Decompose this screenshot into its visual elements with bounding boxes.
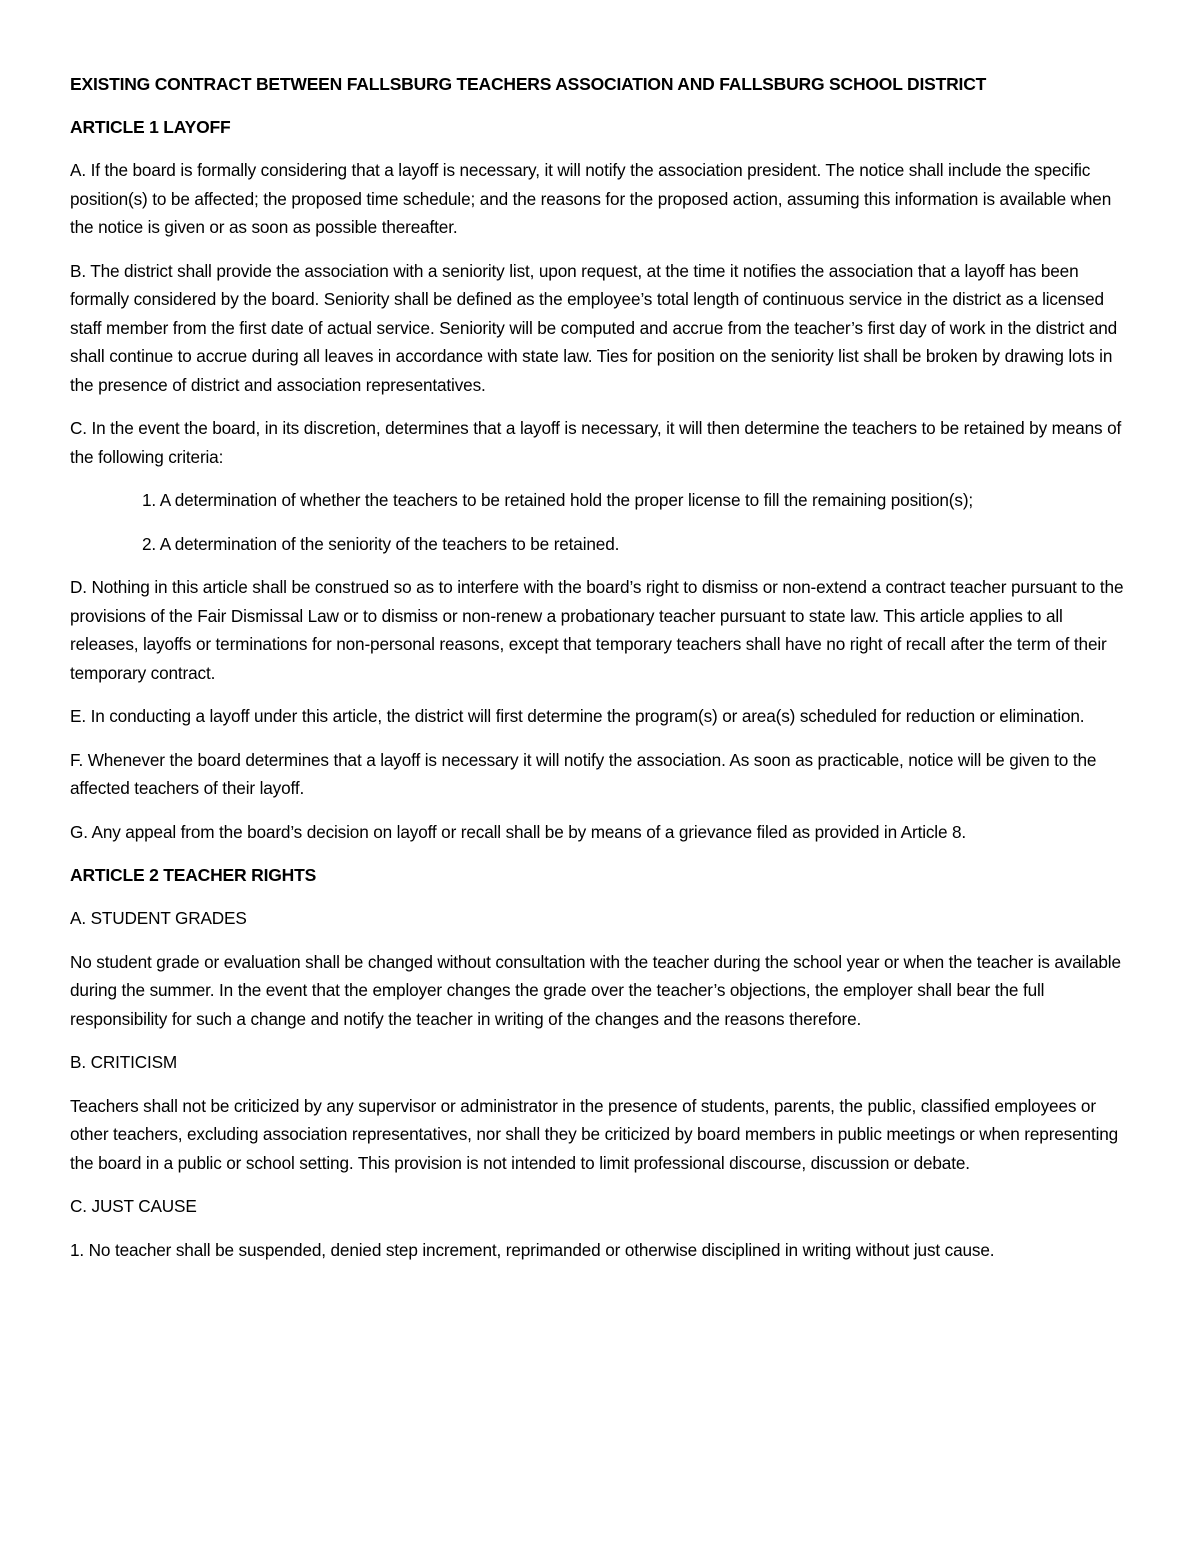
article-1-paragraph-d: D. Nothing in this article shall be construed so as to interfere with the board’s right to dismiss or non-extend a contract teacher pursuant to the provisions of the Fair Dismissal Law or to dismiss or non-renew a probationary teacher pursuant to state law. This article applies to all releases, layoffs or terminations for non-personal reasons, except that temporary teachers shall have no right of recall after the term of their temporary contract. [70,577,1124,683]
article-1-paragraph-f: F. Whenever the board determines that a layoff is necessary it will notify the association. As soon as practicable, notice will be given to the affected teachers of their layoff. [70,749,1097,798]
article-1-paragraph-c: C. In the event the board, in its discretion, determines that a layoff is necessary, it will then determine the teachers to be retained by means of the following criteria: [70,418,1122,467]
document-page [70,70,1130,1279]
article-1-criteria-1: 1. A determination of whether the teachers to be retained hold the proper license to fill the remaining position(s); [142,490,974,510]
document-title: EXISTING CONTRACT BETWEEN FALLSBURG TEACHERS ASSOCIATION AND FALLSBURG SCHOOL DISTRICT [70,74,987,94]
article-2-paragraph-c1: 1. No teacher shall be suspended, denied step increment, reprimanded or otherwise disciplined in writing without just cause. [70,1239,995,1260]
article-1-paragraph-b: B. The district shall provide the association with a seniority list, upon request, at the time it notifies the association that a layoff has been formally considered by the board. Seniority shall be defined as the employee’s total length of continuous service in the district as a licensed staff member from the first date of actual service. Seniority will be computed and accrue from the teacher’s first day of work in the district and shall continue to accrue during all leaves in accordance with state law. Ties for position on the seniority list shall be broken by drawing lots in the presence of district and association representatives. [70,260,1118,395]
article-1-criteria-2: 2. A determination of the seniority of the teachers to be retained. [142,533,620,554]
article-1-heading: ARTICLE 1 LAYOFF [70,117,231,137]
article-2-subheading-a: A. STUDENT GRADES [70,908,247,928]
article-2-subheading-b: B. CRITICISM [70,1052,178,1072]
article-1-paragraph-e: E. In conducting a layoff under this article, the district will first determine the program(s) or area(s) scheduled for reduction or elimination. [70,706,1085,726]
article-1-paragraph-g: G. Any appeal from the board’s decision on layoff or recall shall be by means of a grievance filed as provided in Article 8. [70,821,967,842]
article-2-paragraph-a: No student grade or evaluation shall be changed without consultation with the teacher during the school year or when the teacher is available during the summer. In the event that the employer changes the grade over the teacher’s objections, the employer shall bear the full responsibility for such a change and notify the teacher in writing of the changes and the reasons therefore. [70,951,1121,1029]
article-2-heading: ARTICLE 2 TEACHER RIGHTS [70,865,317,885]
article-1-paragraph-a: A. If the board is formally considering that a layoff is necessary, it will notify the association president. The notice shall include the specific position(s) to be affected; the proposed time schedule; and the reasons for the proposed action, assuming this information is available when the notice is given or as soon as possible thereafter. [70,160,1112,237]
article-2-paragraph-b: Teachers shall not be criticized by any supervisor or administrator in the presence of students, parents, the public, classified employees or other teachers, excluding association representatives, nor shall they be criticized by board members in public meetings or when representing the board in a public or school setting. This provision is not intended to limit professional discourse, discussion or debate. [70,1095,1119,1173]
article-2-subheading-c: C. JUST CAUSE [70,1196,197,1216]
